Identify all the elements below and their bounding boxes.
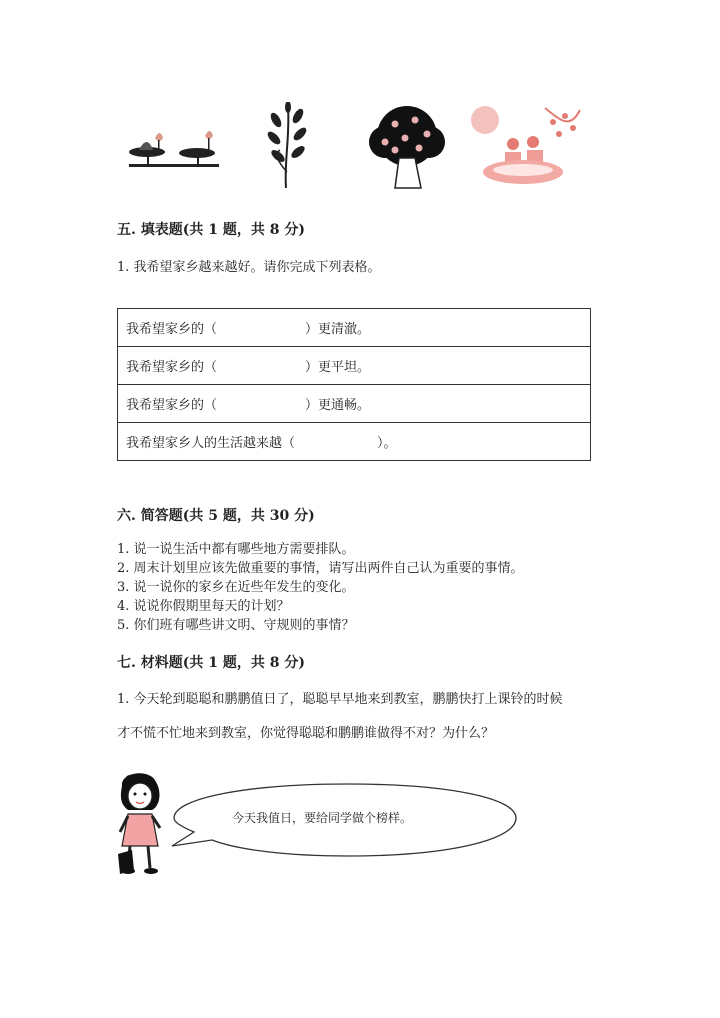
- family-dinner-icon: [465, 100, 585, 192]
- list-item: 4. 说说你假期里每天的计划？: [117, 599, 290, 614]
- section6-title: 六. 简答题(共 5 题，共 30 分): [117, 508, 315, 524]
- list-item: 1. 说一说生活中都有哪些地方需要排队。: [117, 542, 355, 557]
- section7-question-line1: 1. 今天轮到聪聪和鹏鹏值日了，聪聪早早地来到教室，鹏鹏快打上课铃的时候: [117, 692, 563, 707]
- table-row: [118, 309, 591, 347]
- fill-cell-4[interactable]: 我希望家乡人的生活越来越（ ）。: [118, 423, 591, 461]
- fill-cell-3[interactable]: 我希望家乡的（ ）更通畅。: [118, 385, 591, 423]
- illustration-row: [120, 100, 600, 195]
- girl-icon: [110, 770, 172, 876]
- fill-cell-1[interactable]: 我希望家乡的（ ）更清澈。: [118, 309, 591, 347]
- section5-title: 五. 填表题(共 1 题，共 8 分): [117, 222, 305, 238]
- list-item: 5. 你们班有哪些讲文明、守规则的事情？: [117, 618, 355, 633]
- fruit-tree-icon: [365, 102, 450, 192]
- section7-title: 七. 材料题(共 1 题，共 8 分): [117, 655, 305, 671]
- section5-question: 1. 我希望家乡越来越好。请你完成下列表格。: [117, 260, 381, 275]
- lotus-pond-icon: [125, 128, 225, 170]
- table-row: [118, 423, 591, 461]
- section6-list: [117, 540, 524, 635]
- fill-in-table: [117, 308, 591, 461]
- list-item: 2. 周末计划里应该先做重要的事情，请写出两件自己认为重要的事情。: [117, 561, 524, 576]
- table-row: [118, 385, 591, 423]
- plant-sprig-icon: [260, 102, 315, 190]
- bubble-text: 今天我值日，要给同学做个榜样。: [232, 811, 413, 825]
- list-item: 3. 说一说你的家乡在近些年发生的变化。: [117, 580, 355, 595]
- section7-question-line2: 才不慌不忙地来到教室，你觉得聪聪和鹏鹏谁做得不对？为什么？: [117, 726, 495, 741]
- table-row: [118, 347, 591, 385]
- fill-cell-2[interactable]: 我希望家乡的（ ）更平坦。: [118, 347, 591, 385]
